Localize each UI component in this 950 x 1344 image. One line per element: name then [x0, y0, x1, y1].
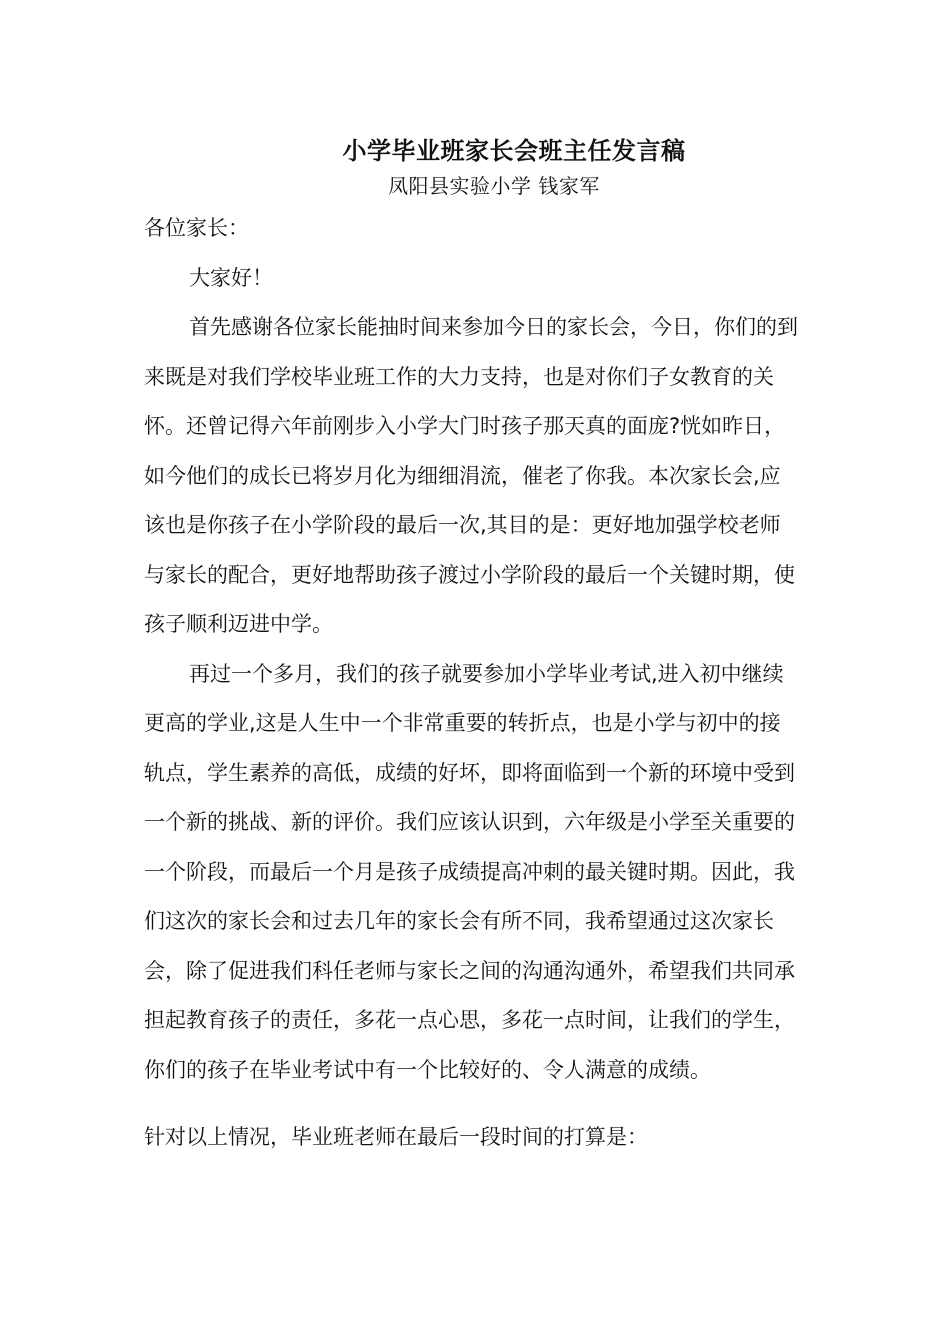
document-title: 小学毕业班家长会班主任发言稿 — [342, 137, 686, 165]
paragraph-2: 再过一个多月，我们的孩子就要参加小学毕业考试,进入初中继续更高的学业,这是人生中一个非常重要的转折点，也是小学与初中的接轨点，学生素养的高低，成绩的好坏，即将面临到一个新的环境中受到一个新的挑战、新的评价。我们应该认识到，六年级是小学至关重要的一个阶段，而最后一个月是孩子成绩提高冲刺的最关键时期。因此，我们这次的家长会和过去几年的家长会有所不同，我希望通过这次家长会，除了促进我们科任老师与家长之间的沟通沟通外，希望我们共同承担起教育孩子的责任，多花一点心思，多花一点时间，让我们的学生，你们的孩子在毕业考试中有一个比较好的、令人满意的成绩。 — [144, 661, 795, 1082]
document-body — [144, 204, 800, 1163]
greeting: 大家好！ — [189, 265, 273, 290]
paragraph-spacer — [144, 1095, 800, 1113]
salutation: 各位家长： — [144, 216, 249, 240]
closing-line: 针对以上情况，毕业班老师在最后一段时间的打算是： — [144, 1125, 648, 1149]
paragraph-1: 首先感谢各位家长能抽时间来参加今日的家长会，今日，你们的到来既是对我们学校毕业班工作的大力支持，也是对你们子女教育的关怀。还曾记得六年前刚步入小学大门时孩子那天真的面庞?恍如昨日，如今他们的成长已将岁月化为细细涓流，催老了你我。本次家长会,应该也是你孩子在小学阶段的最后一次,其目的是：更好地加强学校老师与家长的配合，更好地帮助孩子渡过小学阶段的最后一个关键时期，使孩子顺利迈进中学。 — [144, 315, 798, 636]
document-author: 凤阳县实验小学 钱家军 — [388, 174, 600, 198]
